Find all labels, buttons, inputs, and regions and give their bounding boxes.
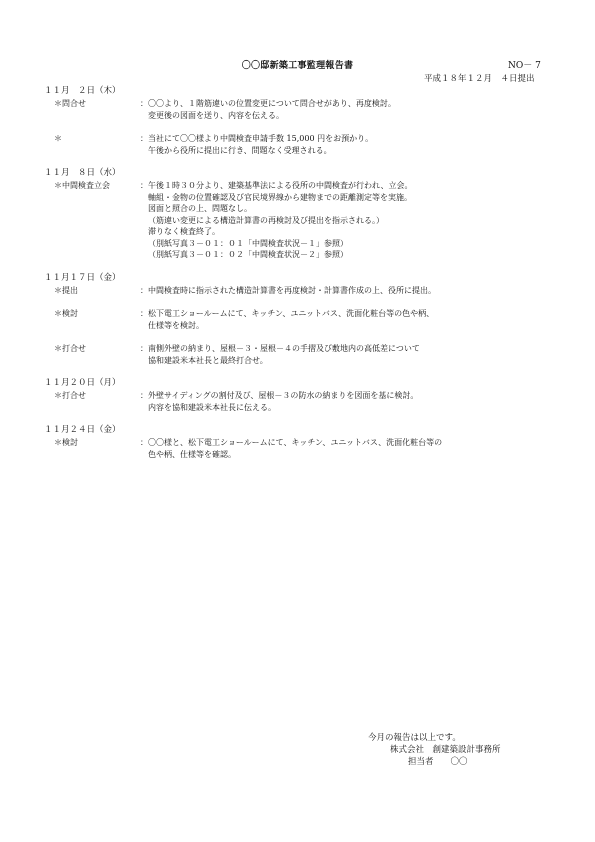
item-line: 南側外壁の納まり、屋根－３・屋根－４の手摺及び敷地内の高低差について — [148, 344, 420, 353]
item-line: 中間検査時に指示された構造計算書を再度検討・計算書作成の上、役所に提出。 — [148, 285, 436, 295]
item-label: ＊打合せ — [54, 344, 86, 353]
company-name: 株式会社 創建築設計事務所 — [390, 745, 501, 755]
report-entry — [44, 273, 564, 367]
report-entries — [44, 86, 564, 472]
entry-date: １１月１７日（金） — [44, 272, 121, 283]
entry-date: １１月２０日（月） — [44, 378, 121, 388]
entry-date: １１月 ２日（木） — [44, 86, 121, 96]
document-number: NO－ 7 — [508, 61, 541, 71]
entry-item — [44, 98, 564, 121]
item-text — [148, 133, 564, 156]
person-in-charge: 担当者 〇〇 — [408, 757, 468, 767]
item-line: 外壁サイディングの割付及び、屋根－３の防水の納まりを図面を基に検討。 — [148, 391, 419, 400]
item-colon: ： — [140, 438, 148, 447]
entry-item — [44, 285, 564, 297]
item-colon: ： — [140, 134, 148, 143]
item-colon: ： — [140, 99, 148, 108]
item-text — [148, 98, 564, 121]
item-line: 協和建設米本社長と最終打合せ。 — [148, 355, 268, 365]
item-colon: ： — [140, 181, 148, 190]
item-text — [148, 343, 564, 366]
item-line: 仕様等を検討。 — [148, 320, 204, 330]
entry-date: １１月 ８日（水） — [44, 168, 121, 178]
item-line: 午後から役所に提出に行き、問題なく受理される。 — [148, 145, 332, 155]
report-entry — [44, 378, 564, 413]
entry-item — [44, 133, 564, 156]
item-label: ＊提出 — [54, 285, 78, 295]
item-line: （別紙写真３－０１：０１「中間検査状況－１」参照） — [148, 238, 348, 248]
item-text — [148, 180, 564, 261]
report-footer — [368, 732, 501, 768]
item-line: 午後１時３０分より、建築基準法による役所の中間検査が行われ、立会。 — [148, 181, 413, 190]
item-colon: ： — [140, 391, 148, 400]
item-text — [148, 308, 564, 331]
entry-date: １１月２４日（金） — [44, 425, 121, 435]
item-text — [148, 285, 564, 297]
item-colon: ： — [140, 344, 148, 353]
item-label: ＊ — [54, 134, 62, 143]
item-line: 色や柄、仕様等を確認。 — [148, 449, 236, 459]
report-entry — [44, 86, 564, 156]
submission-date: 平成１８年１２月 ４日提出 — [424, 74, 535, 84]
item-line: （筋違い変更による構造計算書の再検討及び提出を指示される。） — [148, 215, 384, 225]
entry-item — [44, 343, 564, 366]
item-text — [148, 437, 564, 460]
item-label: ＊中間検査立会 — [54, 181, 110, 190]
item-colon: ： — [140, 285, 148, 295]
item-line: （別紙写真３－０１：０２「中間検査状況－２」参照） — [148, 250, 348, 259]
item-line: 変更後の図面を送り、内容を伝える。 — [148, 110, 284, 120]
report-entry — [44, 425, 564, 460]
item-line: 〇〇より、１階筋違いの位置変更について問合せがあり、再度検討。 — [148, 99, 396, 108]
entry-item — [44, 180, 564, 261]
item-line: 〇〇様と、松下電工ショールームにて、キッチン、ユニットバス、洗面化粧台等の — [148, 438, 443, 447]
item-line: 当社にて〇〇様より中間検査申請手数 15,000 円をお預かり。 — [148, 134, 374, 143]
item-label: ＊検討 — [54, 309, 78, 318]
item-label: ＊検討 — [54, 438, 78, 447]
item-line: 滞りなく検査終了。 — [148, 227, 220, 236]
entry-item — [44, 390, 564, 413]
item-line: 図面と照合の上、問題なし。 — [148, 204, 252, 213]
report-title: 〇〇邸新築工事監理報告書 — [241, 61, 354, 71]
closing-text: 今月の報告は以上です。 — [368, 733, 461, 743]
item-colon: ： — [140, 309, 148, 318]
entry-item — [44, 437, 564, 460]
entry-item — [44, 308, 564, 331]
item-label: ＊問合せ — [54, 99, 86, 108]
item-text — [148, 390, 564, 413]
item-line: 松下電工ショールームにて、キッチン、ユニットバス、洗面化粧台等の色や柄、 — [148, 309, 435, 318]
item-label: ＊打合せ — [54, 391, 86, 400]
item-line: 軸組・金物の位置確認及び官民境界線から建物までの距離測定等を実施。 — [148, 192, 412, 202]
report-entry — [44, 168, 564, 261]
item-line: 内容を協和建設米本社長に伝える。 — [148, 402, 276, 412]
